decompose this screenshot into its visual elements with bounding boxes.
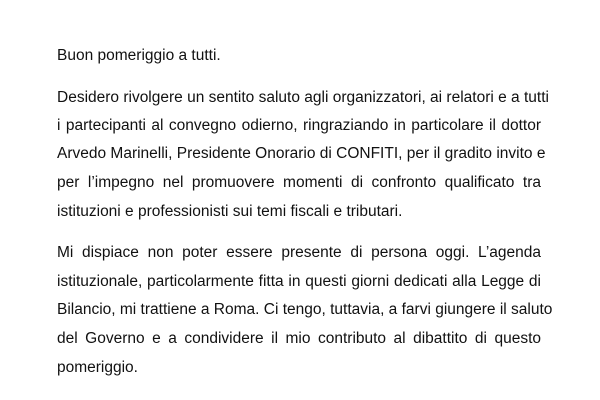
paragraph-2-line-5: pomeriggio.: [57, 359, 138, 376]
paragraph-1-line-4: per l’impegno nel promuovere momenti di confronto qualificato tra: [57, 174, 541, 191]
paragraph-2-line-3: Bilancio, mi trattiene a Roma. Ci tengo, tuttavia, a farvi giungere il saluto: [57, 301, 553, 318]
paragraph-2-line-2: istituzionale, particolarmente fitta in questi giorni dedicati alla Legge di: [57, 273, 541, 290]
paragraph-1-line-5: istituzioni e professionisti sui temi fiscali e tributari.: [57, 203, 403, 220]
paragraph-2-line-1: Mi dispiace non poter essere presente di persona oggi. L’agenda: [57, 244, 541, 261]
greeting-text: Buon pomeriggio a tutti.: [57, 47, 221, 64]
paragraph-1-line-1: Desidero rivolgere un sentito saluto agli organizzatori, ai relatori e a tutti: [57, 89, 549, 106]
paragraph-1-line-2: i partecipanti al convegno odierno, ringraziando in particolare il dottor: [57, 117, 541, 134]
paragraph-1-line-3: Arvedo Marinelli, Presidente Onorario di CONFITI, per il gradito invito e: [57, 145, 546, 162]
paragraph-2-line-4: del Governo e a condividere il mio contributo al dibattito di questo: [57, 330, 541, 347]
